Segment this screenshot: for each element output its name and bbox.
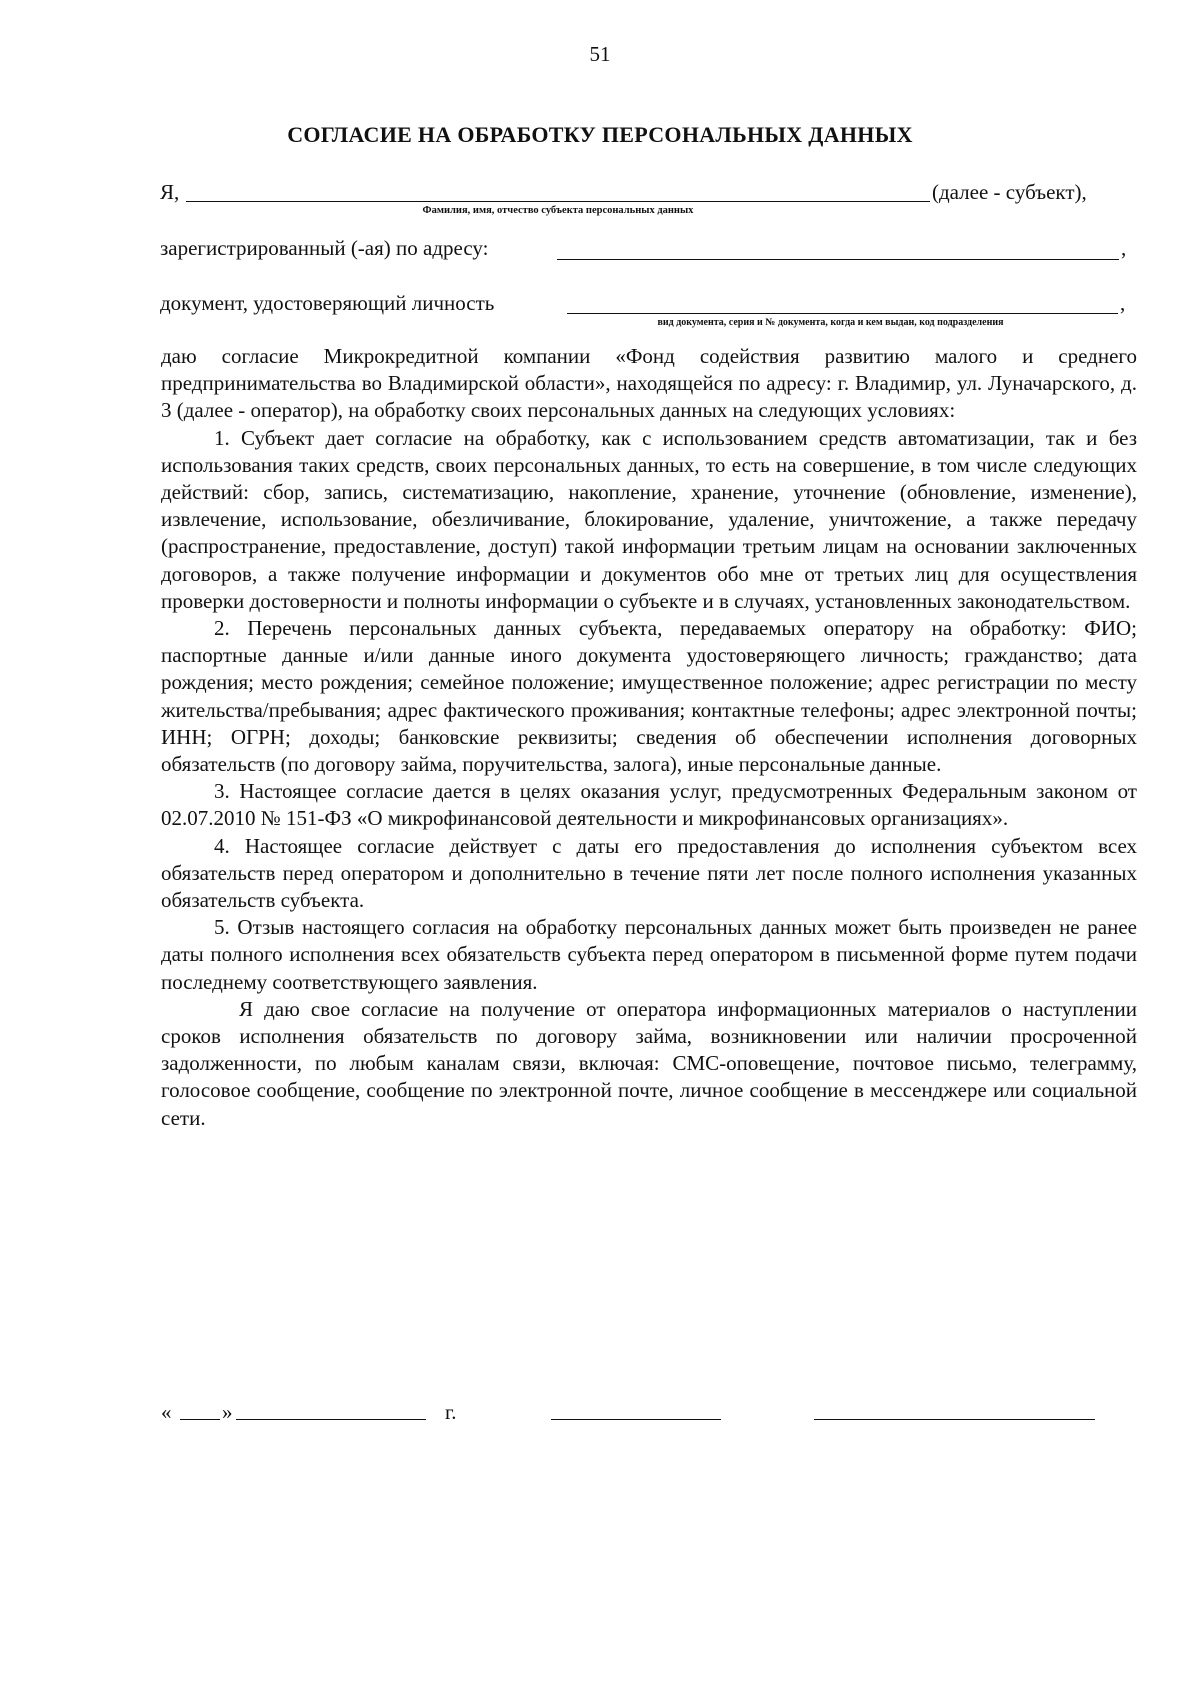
date-close-quote: » — [222, 1400, 233, 1424]
document-end: , — [1120, 291, 1126, 315]
signature-field[interactable] — [551, 1419, 721, 1420]
date-open-quote: « — [161, 1400, 172, 1424]
intro-paragraph: даю согласие Микрокредитной компании «Фонд содействия развитию малого и среднего предпринимательства во Владимирской области», находящейся по адресу: г. Владимир, ул. Луначарского, д. 3 (далее - оператор), на обработку своих персональных данных на следующих условиях: — [161, 344, 1137, 423]
consent-paragraph: Я даю свое согласие на получение от оператора информационных материалов о наступлении сроков исполнения обязательств по договору займа, возникновении или наличии просроченной задолженности, по любым каналам связи, включая: СМС-оповещение, почтовое письмо, телеграмму, голосовое сообщение, сообщение по электронной почте, личное сообщение в мессенджере или социальной сети. — [161, 996, 1137, 1130]
subject-prefix: Я, — [160, 180, 180, 204]
consent-body — [161, 343, 1137, 1132]
document-caption: вид документа, серия и № документа, когда и кем выдан, код подразделения — [657, 317, 1004, 328]
address-end: , — [1121, 236, 1127, 260]
subject-name-field[interactable] — [186, 201, 930, 202]
clause-2: 2. Перечень персональных данных субъекта, передаваемых оператору на обработку: ФИО; паспортные данные и/или данные иного документа удостоверяющего личность; гражданство; дата рождения; место рождения; семейное положение; имущественное положение; адрес регистрации по месту жительства/пребывания; адрес фактического проживания; контактные телефоны; адрес электронной почты; ИНН; ОГРН; доходы; банковские реквизиты; сведения об обеспечении исполнения договорных обязательств (по договору займа, поручительства, залога), иные персональные данные. — [161, 616, 1137, 777]
date-month-year-field[interactable] — [236, 1419, 426, 1420]
address-label: зарегистрированный (-ая) по адресу: — [160, 236, 489, 260]
subject-name-caption: Фамилия, имя, отчество субъекта персональных данных — [422, 205, 694, 216]
clause-3: 3. Настоящее согласие дается в целях оказания услуг, предусмотренных Федеральным законом от 02.07.2010 № 151-ФЗ «О микрофинансовой деятельности и микрофинансовых организациях». — [161, 779, 1137, 831]
clause-5: 5. Отзыв настоящего согласия на обработку персональных данных может быть произведен не ранее даты полного исполнения всех обязательств субъекта перед оператором в письменной форме путем подачи последнему соответствующего заявления. — [161, 915, 1137, 994]
document-label: документ, удостоверяющий личность — [160, 291, 495, 315]
signature-name-field[interactable] — [814, 1419, 1095, 1420]
clause-1: 1. Субъект дает согласие на обработку, как с использованием средств автоматизации, так и без использования таких средств, своих персональных данных, то есть на совершение, в том числе следующих действий: сбор, запись, систематизацию, накопление, хранение, уточнение (обновление, изменение), извлечение, использование, обезличивание, блокирование, удаление, уничтожение, а также передачу (распространение, предоставление, доступ) такой информации третьим лицам на основании заключенных договоров, а также получение информации и документов обо мне от третьих лиц для осуществления проверки достоверности и полноты информации о субъекте и в случаях, установленных законодательством. — [161, 425, 1137, 613]
address-field[interactable] — [557, 259, 1119, 260]
date-year-suffix: г. — [445, 1400, 457, 1424]
subject-suffix: (далее - субъект), — [932, 180, 1087, 204]
document-title: СОГЛАСИЕ НА ОБРАБОТКУ ПЕРСОНАЛЬНЫХ ДАННЫХ — [287, 122, 913, 147]
clause-4: 4. Настоящее согласие действует с даты его предоставления до исполнения субъектом всех обязательств перед оператором и дополнительно в течение пяти лет после полного исполнения указанных обязательств субъекта. — [161, 833, 1137, 913]
document-field[interactable] — [567, 313, 1118, 314]
date-day-field[interactable] — [180, 1419, 220, 1420]
page-number: 51 — [589, 42, 611, 66]
